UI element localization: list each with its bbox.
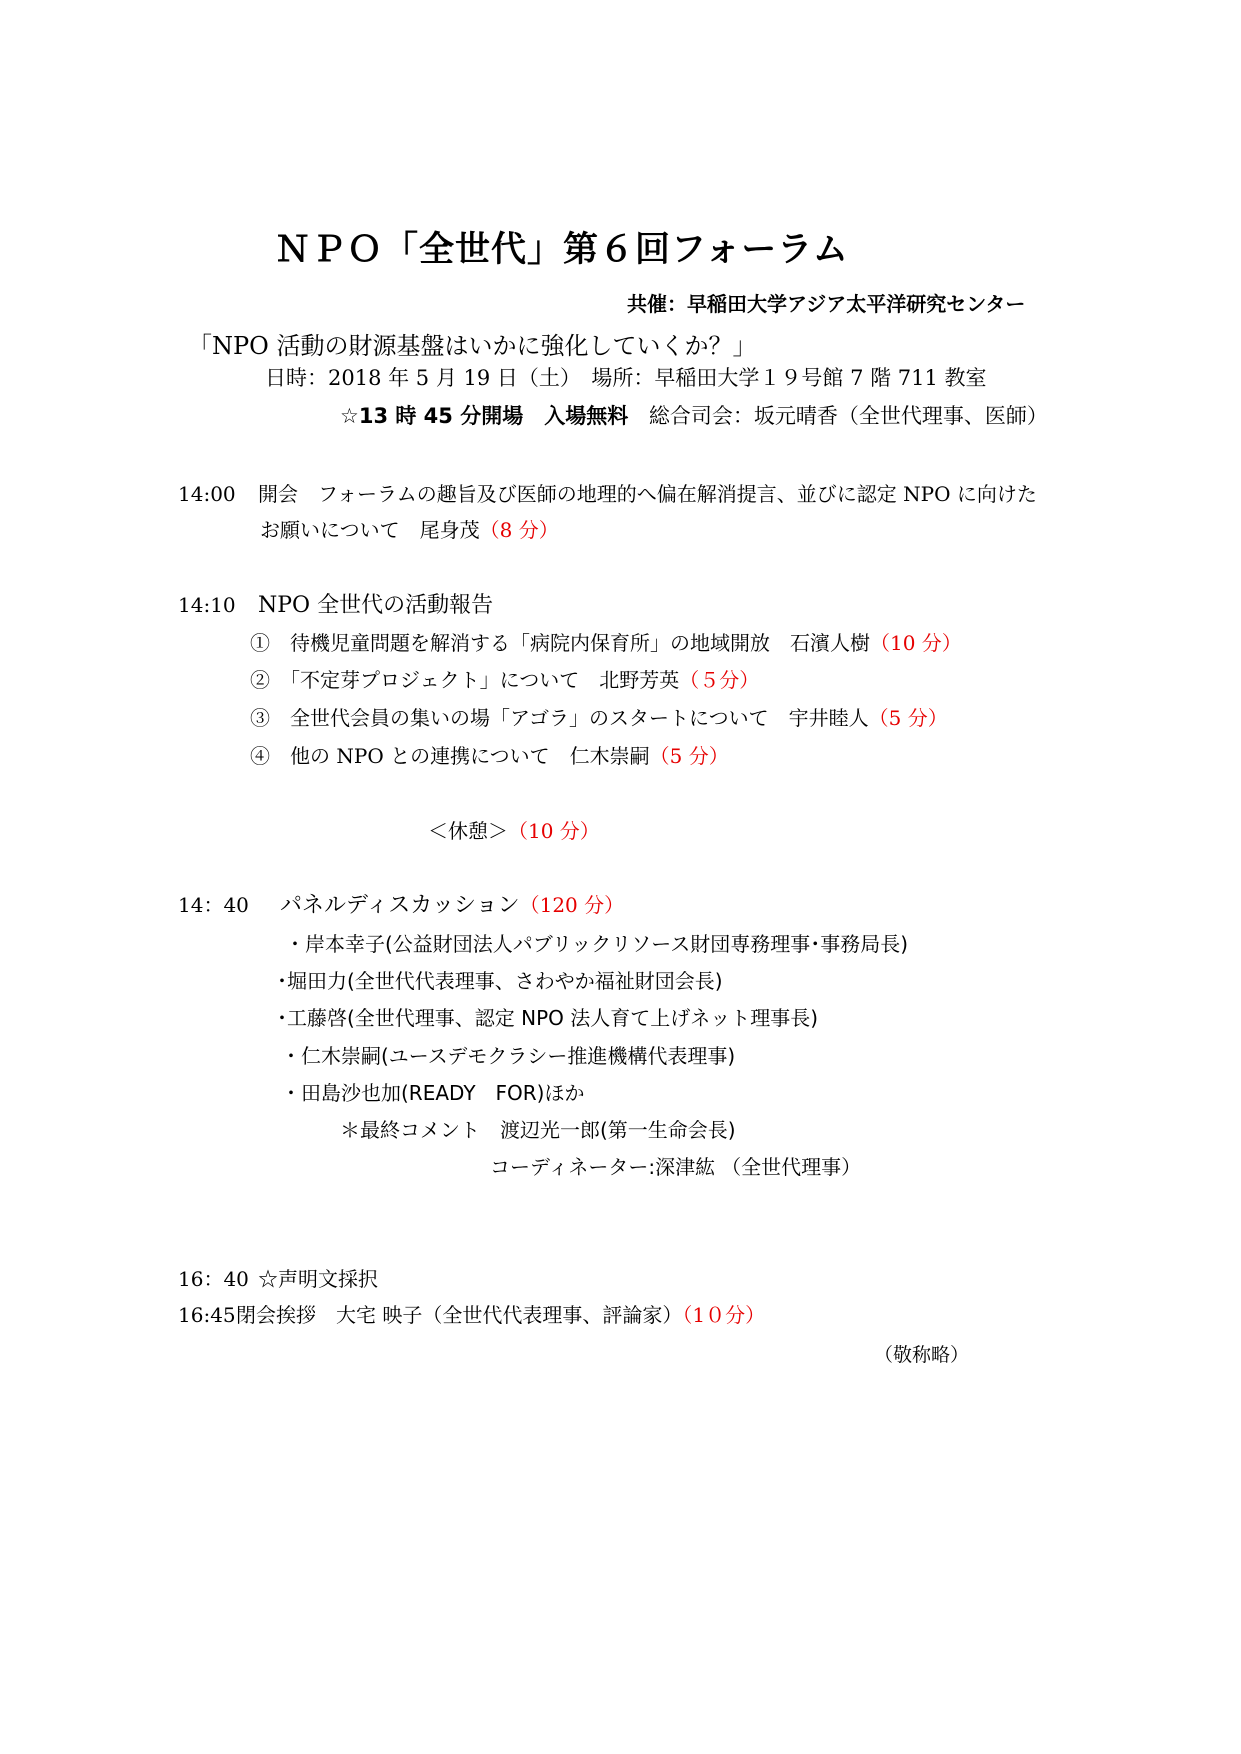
opening-line1 [178, 478, 1037, 507]
break-duration: （10 分） [508, 819, 600, 843]
page-title: ＮＰＯ「全世代」第６回フォーラム [275, 230, 849, 270]
closing-text: 閉会挨拶 大宅 映子（全世代代表理事、評論家） [236, 1303, 683, 1327]
cohost-line: 共催：早稲田大学アジア太平洋研究センター [627, 292, 1026, 316]
report-item-text: ① 待機児童問題を解消する「病院内保育所」の地域開放 石濱人樹 [250, 631, 870, 655]
report-heading: NPO 全世代の活動報告 [258, 593, 494, 618]
report-item-duration: （５分） [679, 668, 760, 692]
report-item-text: ③ 全世代会員の集いの場「アゴラ」のスタートについて 宇井睦人 [250, 706, 869, 730]
panelist: ･工藤啓(全世代理事、認定 NPO 法人育て上げネット理事長) [277, 1006, 819, 1030]
report-item-text: ② 「不定芽プロジェクト」について 北野芳英 [250, 668, 680, 692]
report-item [250, 664, 759, 693]
opening-line2 [260, 514, 559, 543]
opening-text2: お願いについて 尾身茂 [260, 518, 480, 542]
final-comment: ＊最終コメント 渡辺光一郎(第一生命会長) [340, 1118, 736, 1142]
opening-text1: 開会 フォーラムの趣旨及び医師の地理的へ偏在解消提言、並びに認定 NPO に向けた [258, 482, 1037, 506]
report-item-text: ④ 他の NPO との連携について 仁木崇嗣 [250, 744, 650, 768]
report-item-duration: （5 分） [868, 706, 948, 730]
closing-time: 16:45 [178, 1303, 236, 1327]
report-item-duration: （5 分） [649, 744, 729, 768]
panel-heading-line [178, 888, 624, 919]
panel-heading: パネルディスカッション [280, 893, 520, 918]
break-line [428, 815, 600, 844]
report-time: 14:10 [178, 593, 236, 617]
forum-theme: 「NPO 活動の財源基盤はいかに強化していくか？」 [188, 332, 757, 360]
master-of-ceremonies: 総合司会：坂元晴香（全世代理事、医師） [648, 404, 1048, 428]
opening-time: 14:00 [178, 482, 236, 506]
report-item [250, 627, 962, 656]
closing-duration: （1０分） [682, 1303, 766, 1327]
coordinator-line [490, 1151, 861, 1180]
honorifics-note: （敬称略） [874, 1344, 970, 1366]
statement-line [178, 1263, 378, 1292]
doors-admission: ☆13 時 45 分開場 入場無料 [340, 404, 629, 428]
panelist: ・仁木崇嗣(ユースデモクラシー推進機構代表理事) [281, 1044, 736, 1068]
date-venue-line: 日時：2018 年 5 月 19 日（土） 場所：早稲田大学１９号館 7 階 711 教室 [265, 366, 987, 390]
break-label: ＜休憩＞ [428, 819, 508, 843]
panelist: ・岸本幸子(公益財団法人パブリックリソース財団専務理事･事務局長) [285, 932, 909, 956]
report-item [250, 702, 948, 731]
panel-duration: （120 分） [519, 893, 625, 917]
coordinator-role: （全世代理事） [721, 1155, 862, 1179]
opening-duration: （8 分） [479, 518, 559, 542]
statement-text: ☆声明文採択 [258, 1267, 378, 1291]
coordinator-name: コーディネーター:深津紘 [490, 1155, 716, 1179]
panelist: ･堀田力(全世代代表理事、さわやか福祉財団会長) [277, 969, 723, 993]
report-item [250, 740, 729, 769]
panel-time: 14：40 [178, 893, 249, 917]
statement-time: 16：40 [178, 1267, 249, 1291]
report-item-duration: （10 分） [870, 631, 962, 655]
panelist: ・田島沙也加(READY FOR)ほか [281, 1081, 585, 1105]
report-heading-line [178, 588, 493, 619]
doors-mc-line [340, 400, 1048, 430]
closing-line [178, 1299, 765, 1328]
